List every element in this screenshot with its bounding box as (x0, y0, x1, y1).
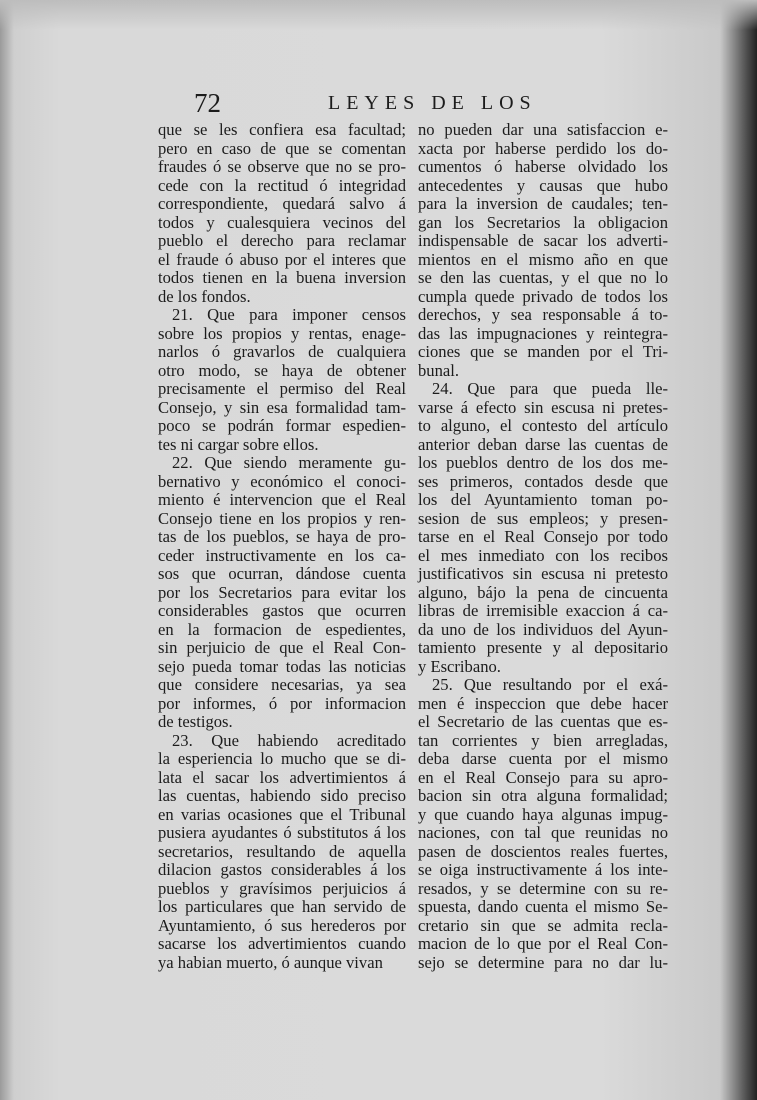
text-line: ciones que se manden por el Tri- (418, 342, 668, 361)
text-line: macion de lo que por el Real Con- (418, 934, 668, 953)
text-line: narlos ó gravarlos de cualquiera (158, 342, 406, 361)
paragraph (158, 454, 406, 732)
text-line: 23. Que habiendo acreditado (172, 730, 406, 750)
text-line: ceder instructivamente en los ca- (158, 545, 406, 565)
text-line: cumpla quede privado de todos los (418, 286, 668, 306)
text-line: 25. Que resultando por el exá- (432, 675, 668, 694)
text-line: justificativos sin escusa ni pretesto (418, 564, 668, 583)
text-line: en el Real Consejo para su apro- (418, 767, 668, 787)
text-line: que se les confiera esa facultad; (158, 120, 406, 139)
text-line: y que cuando haya algunas impug- (418, 804, 668, 824)
text-line: de testigos. (158, 712, 233, 731)
text-line: sejo se determine para no dar lu- (418, 952, 668, 972)
text-line: tan corrientes y bien arregladas, (418, 730, 668, 750)
text-line: anterior deban darse las cuentas de (418, 434, 668, 454)
text-line: sin perjuicio de que el Real Con- (158, 638, 406, 657)
text-line: que considere necesarias, ya sea (158, 675, 406, 694)
text-line: precisamente el permiso del Real (158, 379, 406, 398)
text-line: Ayuntamiento, ó sus herederos por (158, 915, 406, 935)
text-line: los pueblos dentro de los dos me- (418, 453, 668, 472)
text-line: pasen de doscientos reales fuertes, (418, 841, 668, 861)
text-line: todos tienen en la buena inversion (158, 268, 406, 287)
text-line: mientos en el mismo año en que (418, 249, 668, 269)
text-line: 24. Que para que pueda lle- (432, 379, 668, 398)
text-line: tamiento presente y al depositario (418, 638, 668, 657)
text-line: dilacion gastos considerables á los (158, 860, 406, 879)
text-line: secretarios, resultando de aquella (158, 841, 406, 861)
text-line: resados, y se determine con su re- (418, 878, 668, 898)
text-line: pueblo el derecho para reclamar (158, 231, 406, 250)
paragraph (158, 121, 406, 306)
text-line: por informes, ó por informacion (158, 693, 406, 713)
paragraph (158, 732, 406, 973)
left-column (158, 121, 406, 972)
text-line: bernativo y económico el conoci- (158, 471, 406, 491)
text-line: miento é intervencion que el Real (158, 490, 406, 509)
text-line: el fraude ó abuso por el interes que (158, 249, 406, 269)
running-title: LEYES DE LOS (328, 92, 537, 114)
text-line: considerables gastos que ocurren (158, 601, 406, 620)
text-line: naciones, con tal que reunidas no (418, 823, 668, 842)
text-line: das las impugnaciones y reintegra- (418, 323, 668, 343)
text-line: deba darse cuenta por el mismo (418, 749, 668, 768)
right-column (418, 121, 668, 972)
page-header (190, 88, 620, 118)
text-line: no pueden dar una satisfaccion e- (418, 120, 668, 139)
text-line: bunal. (418, 360, 460, 380)
text-line: 22. Que siendo meramente gu- (172, 453, 406, 472)
text-line: sos que ocurran, dándose cuenta (158, 564, 406, 583)
text-line: los del Ayuntamiento toman po- (418, 490, 668, 509)
text-line: correspondiente, quedará salvo á (158, 194, 406, 213)
text-line: alguno, bájo la pena de cincuenta (418, 582, 668, 602)
text-line: tes ni cargar sobre ellos. (158, 434, 319, 454)
text-line: men é inspeccion que debe hacer (418, 693, 668, 713)
paragraph (158, 306, 406, 454)
text-line: cumentos ó haberse olvidado los (418, 157, 668, 176)
paragraph (418, 121, 668, 380)
text-line: el Secretario de las cuentas que es- (418, 712, 668, 731)
text-line: libras de irremisible exaccion á ca- (418, 601, 668, 620)
text-line: ses primeros, contados desde que (418, 471, 668, 491)
text-line: poco se podrán formar espedien- (158, 416, 406, 435)
text-line: sacarse los advertimientos cuando (158, 934, 406, 953)
text-line: Consejo, y sin esa formalidad tam- (158, 397, 406, 417)
text-line: varse á efecto sin escusa ni pretes- (418, 397, 668, 417)
text-line: indispensable de sacar los adverti- (418, 231, 668, 250)
text-line: las cuentas, habiendo sido preciso (158, 786, 406, 805)
text-line: otro modo, se haya de obtener (158, 360, 406, 380)
text-line: y Escribano. (418, 656, 501, 676)
page-number: 72 (194, 88, 221, 118)
text-line: el mes inmediato con los recibos (418, 545, 668, 565)
text-line: se oiga instructivamente á los inte- (418, 860, 668, 879)
paragraph (418, 380, 668, 676)
text-line: todos y cualesquiera vecinos del (158, 212, 406, 232)
text-line: pueblos y gravísimos perjuicios á (158, 878, 406, 898)
text-line: fraudes ó se observe que no se pro- (158, 157, 406, 176)
text-line: bacion sin otra alguna formalidad; (418, 786, 668, 805)
text-line: sejo pueda tomar todas las noticias (158, 656, 406, 676)
text-line: en la formacion de espedientes, (158, 619, 406, 639)
text-line: pusiera ayudantes ó substitutos á los (158, 823, 406, 842)
text-line: se den las cuentas, y el que no lo (418, 268, 668, 287)
text-line: antecedentes y causas que hubo (418, 175, 668, 195)
text-line: tas de los pueblos, se haya de pro- (158, 527, 406, 546)
text-line: sobre los propios y rentas, enage- (158, 323, 406, 343)
text-line: los particulares que han servido de (158, 897, 406, 916)
text-line: tarse en el Real Consejo por todo (418, 527, 668, 546)
text-line: de los fondos. (158, 286, 251, 306)
text-line: gan los Secretarios la obligacion (418, 212, 668, 232)
text-line: spuesta, dando cuenta el mismo Se- (418, 897, 668, 916)
text-line: sesion de sus empleos; y presen- (418, 508, 668, 528)
text-line: 21. Que para imponer censos (172, 305, 406, 324)
text-line: pero en caso de que se comentan (158, 138, 406, 158)
text-line: la esperiencia lo mucho que se di- (158, 749, 406, 768)
text-line: para la inversion de caudales; ten- (418, 194, 668, 213)
scan-shadow (0, 0, 757, 30)
text-line: derechos, y sea responsable á to- (418, 305, 668, 324)
text-line: xacta por haberse perdido los do- (418, 138, 668, 158)
paragraph (418, 676, 668, 972)
text-line: da uno de los individuos del Ayun- (418, 619, 668, 639)
text-line: cede con la rectitud ó integridad (158, 175, 406, 195)
text-line: por los Secretarios para evitar los (158, 582, 406, 602)
text-line: en varias ocasiones que el Tribunal (158, 804, 406, 824)
text-line: to alguno, el contesto del artículo (418, 416, 668, 435)
text-line: lata el sacar los advertimientos á (158, 767, 406, 787)
text-line: Consejo tiene en los propios y ren- (158, 508, 406, 528)
text-line: ya habian muerto, ó aunque vivan (158, 952, 383, 972)
text-line: cretario sin que se admita recla- (418, 915, 668, 935)
